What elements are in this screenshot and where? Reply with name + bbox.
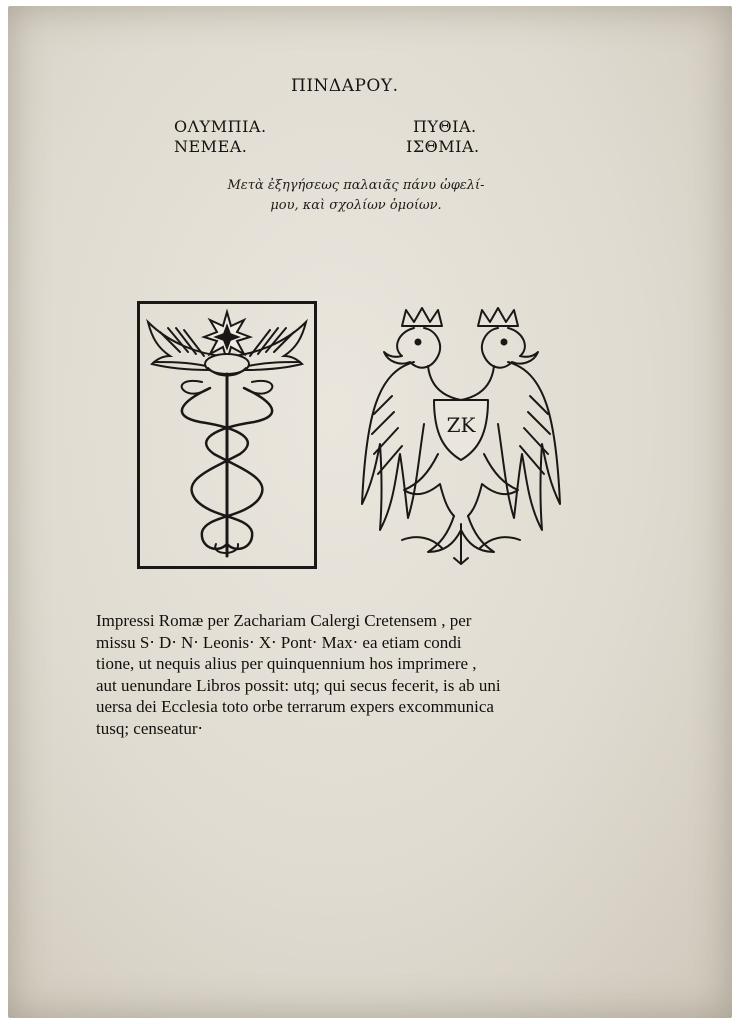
ode-title-pythia: ΠΥΘΙΑ. bbox=[413, 117, 477, 136]
ode-title-nemea: ΝΕΜΕΑ. bbox=[174, 137, 248, 156]
monogram-label: ZK bbox=[446, 413, 476, 437]
subtitle-line: μου, καὶ σχολίων ὁμοίων. bbox=[270, 198, 442, 213]
colophon bbox=[96, 610, 596, 739]
page-title: ΠΙΝΔΑΡΟΥ. bbox=[291, 76, 399, 96]
double-headed-eagle-emblem bbox=[358, 304, 564, 566]
book-page bbox=[8, 6, 732, 1018]
colophon-line: tusq; censeatur⋅ bbox=[96, 718, 203, 738]
caduceus-woodcut bbox=[137, 301, 317, 569]
ode-title-isthmia: ΙΣΘΜΙΑ. bbox=[406, 137, 480, 156]
colophon-line: aut uenundare Libros possit: utq; qui secus fecerit, is ab uni bbox=[96, 675, 501, 695]
colophon-line: missu S⋅ D⋅ N⋅ Leonis⋅ X⋅ Pont⋅ Max⋅ ea etiam condi bbox=[96, 632, 462, 652]
colophon-line: tione, ut nequis alius per quinquennium hos imprimere , bbox=[96, 654, 477, 673]
caduceus-icon bbox=[140, 304, 314, 566]
colophon-line: uersa dei Ecclesia toto orbe terrarum expers excommunica bbox=[96, 697, 494, 716]
colophon-line: Impressi Romæ per Zachariam Calergi Cretensem , per bbox=[96, 611, 472, 630]
eagle-icon bbox=[358, 304, 564, 566]
subtitle-line: Μετὰ ἐξηγήσεως παλαιᾶς πάνυ ὠφελί- bbox=[227, 178, 485, 193]
ode-title-olympia: ΟΛΥΜΠΙΑ. bbox=[174, 117, 267, 136]
